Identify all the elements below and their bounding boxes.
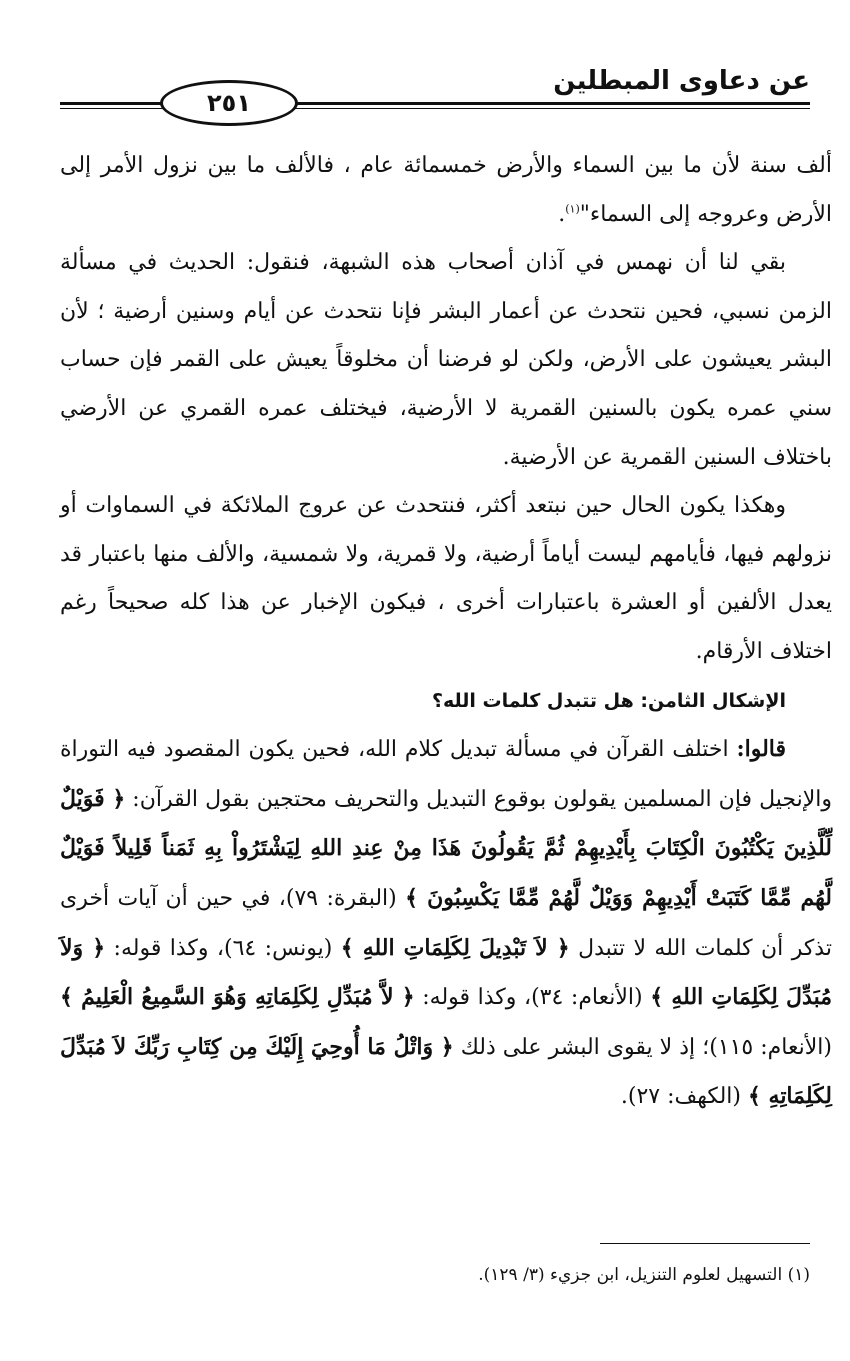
- paragraph-3: وهكذا يكون الحال حين نبتعد أكثر، فنتحدث عن عروج الملائكة في السماوات أو نزولهم فيها، فأيامهم ليست أياماً أرضية، ولا قمرية، ولا شمسية، والألف منها باعتبار قد يعدل الألفين أو العشرة باعتبارات أخرى ، فيكون الإخبار عن هذا كله صحيحاً رغم اختلاف الأرقام.: [60, 493, 832, 664]
- page-body: [60, 142, 832, 1122]
- paragraph-1: ألف سنة لأن ما بين السماء والأرض خمسمائة عام ، فالألف ما بين نزول الأمر إلى الأرض وعروجه إلى السماء"$^{(١)}$.: [60, 153, 832, 227]
- footnote-ref: (١): [565, 202, 580, 216]
- paragraph-lead: قالوا:: [736, 736, 786, 763]
- paragraph-2: بقي لنا أن نهمس في آذان أصحاب هذه الشبهة، فنقول: الحديث في مسألة الزمن نسبي، فحين نتحدث عن أعمار البشر فإنا نتحدث عن أيام وسنين أرضية ؛ لأن البشر يعيشون على الأرض، ولكن لو فرضنا أن مخلوقاً يعيش على القمر فإن حساب سني عمره يكون بالسنين القمرية لا الأرضية، فيختلف عمره القمري عن الأرضي باختلاف السنين القمرية عن الأرضية.: [60, 250, 832, 470]
- quran-verse: ﴿ فَوَيْلٌ لِّلَّذِينَ يَكْتُبُونَ الْكِتَابَ بِأَيْدِيهِمْ ثُمَّ يَقُولُونَ هَذَا مِنْ عِندِ اللهِ لِيَشْتَرُواْ بِهِ ثَمَناً قَلِيلاً فَوَيْلٌ لَّهُم مِّمَّا كَتَبَتْ أَيْدِيهِمْ وَوَيْلٌ لَّهُمْ مِّمَّا يَكْسِبُونَ ﴾: [60, 785, 832, 911]
- section-heading: الإشكال الثامن: هل تتبدل كلمات الله؟: [431, 689, 786, 712]
- running-title: عن دعاوى المبطلين: [553, 66, 810, 96]
- page-header: [60, 62, 810, 122]
- paragraph-4: قالوا: اختلف القرآن في مسألة تبديل كلام الله، فحين يكون المقصود فيه التوراة والإنجيل فإن المسلمين يقولون بوقوع التبديل والتحريف محتجين بقول القرآن: ﴿ فَوَيْلٌ لِّلَّذِينَ يَكْتُبُونَ الْكِتَابَ بِأَيْدِيهِمْ ثُمَّ يَقُولُونَ هَذَا مِنْ عِندِ اللهِ لِيَشْتَرُواْ بِهِ ثَمَناً قَلِيلاً فَوَيْلٌ لَّهُم مِّمَّا كَتَبَتْ أَيْدِيهِمْ وَوَيْلٌ لَّهُمْ مِّمَّا يَكْسِبُونَ ﴾ (البقرة: ٧٩)، في حين أن آيات أخرى تذكر أن كلمات الله لا تتبدل ﴿ لاَ تَبْدِيلَ لِكَلِمَاتِ اللهِ ﴾ (يونس: ٦٤)، وكذا قوله: ﴿ وَلاَ مُبَدِّلَ لِكَلِمَاتِ اللهِ ﴾ (الأنعام: ٣٤)، وكذا قوله: ﴿ لاَّ مُبَدِّلِ لِكَلِمَاتِهِ وَهُوَ السَّمِيعُ الْعَلِيمُ ﴾ (الأنعام: ١١٥)؛ إذ لا يقوى البشر على ذلك ﴿ وَاتْلُ مَا أُوحِيَ إِلَيْكَ مِن كِتَابِ رَبِّكَ لاَ مُبَدِّلَ لِكَلِمَاتِهِ ﴾ (الكهف: ٢٧).: [60, 736, 832, 1110]
- footnote: (١) التسهيل لعلوم التنزيل، ابن جزيء (٣/ ١٢٩).: [478, 1265, 810, 1285]
- quran-verse: ﴿ وَاتْلُ مَا أُوحِيَ إِلَيْكَ مِن كِتَابِ رَبِّكَ لاَ مُبَدِّلَ لِكَلِمَاتِهِ ﴾: [60, 1033, 832, 1110]
- page-number: ٢٥١: [160, 80, 298, 126]
- footnote-rule: [600, 1243, 810, 1244]
- quran-verse: ﴿ لاَ تَبْدِيلَ لِكَلِمَاتِ اللهِ ﴾: [340, 934, 570, 961]
- quran-verse: ﴿ وَلاَ مُبَدِّلَ لِكَلِمَاتِ اللهِ ﴾: [60, 934, 832, 1011]
- quran-verse: ﴿ لاَّ مُبَدِّلِ لِكَلِمَاتِهِ وَهُوَ السَّمِيعُ الْعَلِيمُ ﴾: [60, 984, 415, 1011]
